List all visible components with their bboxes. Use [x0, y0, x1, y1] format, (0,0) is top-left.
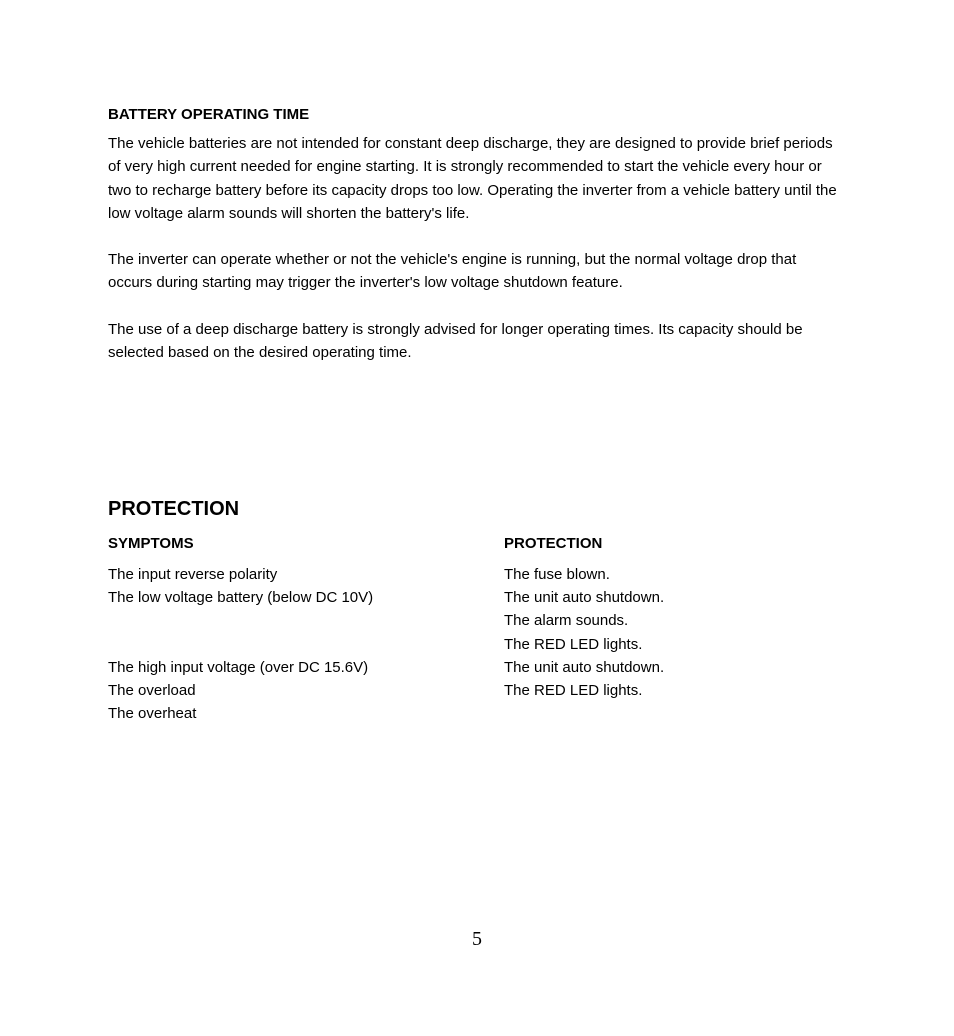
symptoms-list	[108, 563, 373, 725]
symptom-item: The input reverse polarity	[108, 566, 278, 583]
battery-operating-time-heading: BATTERY OPERATING TIME	[108, 106, 310, 123]
protection-item: The unit auto shutdown.	[504, 658, 665, 676]
symptom-item: The high input voltage (over DC 15.6V)	[108, 658, 369, 676]
symptom-item: The low voltage battery (below DC 10V)	[108, 589, 374, 607]
protections-list	[504, 563, 664, 702]
symptom-item	[108, 633, 373, 656]
battery-paragraph-2: The inverter can operate whether or not the vehicle's engine is running, but the normal voltage drop that occurs during starting may trigger the inverter's low voltage shutdown feature.	[108, 251, 797, 292]
battery-paragraph-3: The use of a deep discharge battery is strongly advised for longer operating times. Its capacity should be selected based on the desired operating time.	[108, 321, 803, 362]
protection-item: The unit auto shutdown.	[504, 589, 665, 607]
symptom-item: The overheat	[108, 705, 197, 723]
symptom-item	[108, 609, 373, 632]
protection-item: The RED LED lights.	[504, 681, 643, 699]
protection-section-heading: PROTECTION	[108, 498, 240, 520]
battery-paragraph-1: The vehicle batteries are not intended for constant deep discharge, they are designed to provide brief periods of very high current needed for engine starting. It is strongly recommended to start the vehicle every hour or two to recharge battery before its capacity drops too low. Operating the inverter from a vehicle battery until the low voltage alarm sounds will shorten the battery's life.	[108, 135, 837, 222]
symptom-item: The overload	[108, 681, 196, 699]
page-number: 5	[472, 928, 482, 950]
protection-item: The fuse blown.	[504, 566, 610, 583]
protection-item: The alarm sounds.	[504, 612, 629, 630]
protection-column-header: PROTECTION	[504, 535, 603, 552]
symptoms-column-header: SYMPTOMS	[108, 535, 194, 552]
protection-item: The RED LED lights.	[504, 635, 643, 653]
